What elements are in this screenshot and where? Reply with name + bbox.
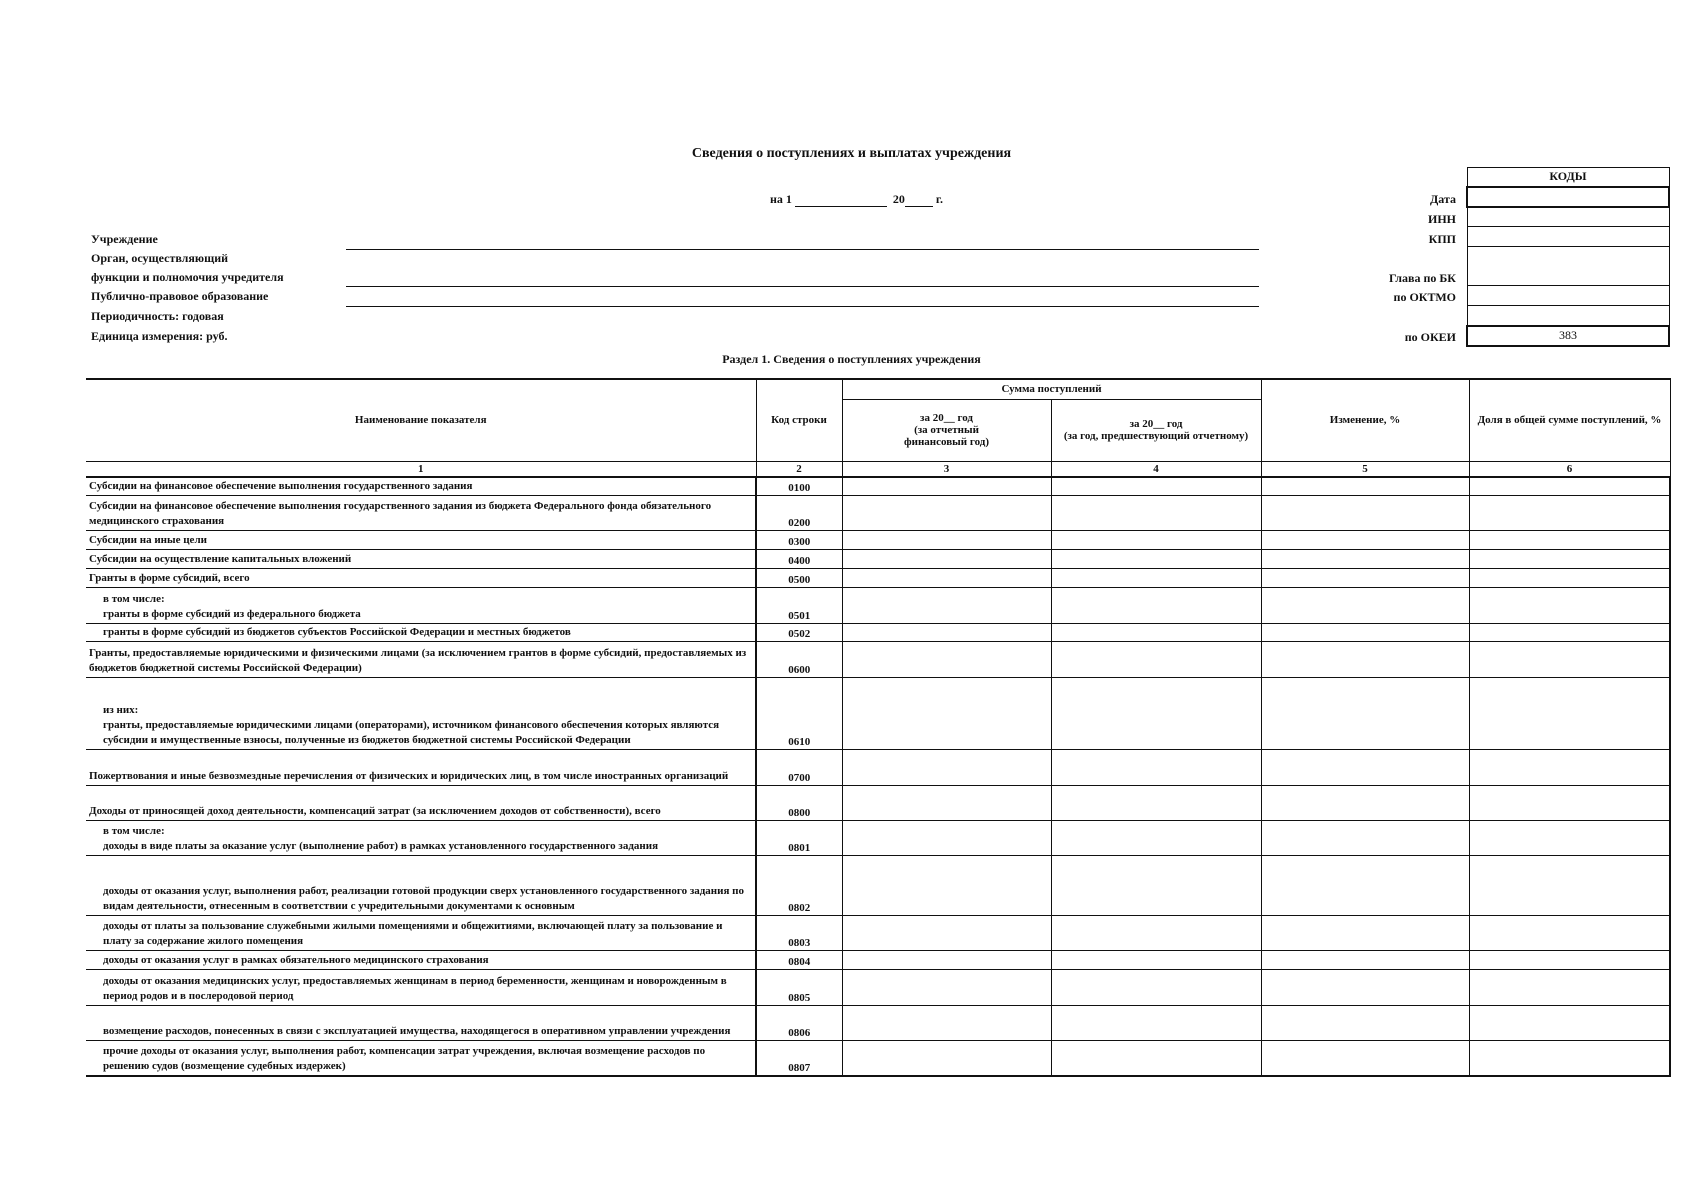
row-cell-col4[interactable] xyxy=(1051,749,1261,785)
founder-label-line1: Орган, осуществляющий xyxy=(91,251,229,265)
row-cell-col5[interactable] xyxy=(1261,477,1469,496)
header-col3-line3: финансовый год) xyxy=(904,436,989,448)
table-row xyxy=(86,587,1670,623)
row-name-text: гранты, предоставляемые юридическими лицами (операторами), источником финансового обеспечения которых являются субсидии и имущественные взносы, полученные из бюджетов бюджетной системы Российской Федерации xyxy=(103,718,720,746)
row-cell-col3[interactable] xyxy=(842,1005,1051,1040)
row-name-prefix: из них: xyxy=(103,703,139,716)
row-name xyxy=(86,587,756,623)
row-cell-col4[interactable] xyxy=(1051,1040,1261,1076)
row-code: 0807 xyxy=(756,1040,842,1076)
row-cell-col5[interactable] xyxy=(1261,549,1469,568)
row-code: 0400 xyxy=(756,549,842,568)
header-change: Изменение, % xyxy=(1261,379,1469,461)
date-year-prefix: 20 xyxy=(892,192,905,206)
header-col4-line1: за 20__ год xyxy=(1129,418,1183,430)
row-code: 0610 xyxy=(756,677,842,749)
periodicity-label: Периодичность: годовая xyxy=(91,309,224,323)
codes-header: КОДЫ xyxy=(1467,168,1669,187)
row-code: 0300 xyxy=(756,530,842,549)
institution-label: Учреждение xyxy=(91,232,158,246)
table-row xyxy=(86,915,1670,950)
row-code: 0502 xyxy=(756,623,842,641)
row-cell-col5[interactable] xyxy=(1261,785,1469,820)
code-glava-bk-cell[interactable] xyxy=(1467,247,1669,286)
row-cell-col4[interactable] xyxy=(1051,677,1261,749)
row-cell-col3[interactable] xyxy=(842,950,1051,969)
row-cell-col6[interactable] xyxy=(1469,749,1670,785)
row-cell-col3[interactable] xyxy=(842,749,1051,785)
row-cell-col6[interactable] xyxy=(1469,549,1670,568)
founder-label-line2: функции и полномочия учредителя xyxy=(91,270,284,284)
row-cell-col6[interactable] xyxy=(1469,530,1670,549)
row-cell-col3[interactable] xyxy=(842,477,1051,496)
row-cell-col5[interactable] xyxy=(1261,855,1469,915)
row-cell-col5[interactable] xyxy=(1261,623,1469,641)
row-cell-col3[interactable] xyxy=(842,915,1051,950)
row-cell-col6[interactable] xyxy=(1469,587,1670,623)
row-cell-col3[interactable] xyxy=(842,587,1051,623)
row-name: доходы от платы за пользование служебными жилыми помещениями и общежитиями, включающей плату за пользование и плату за содержание жилого помещения xyxy=(86,915,756,950)
table-row xyxy=(86,749,1670,785)
row-code: 0500 xyxy=(756,568,842,587)
row-cell-col6[interactable] xyxy=(1469,969,1670,1005)
header-sum-group: Сумма поступлений xyxy=(842,379,1261,399)
row-name: Пожертвования и иные безвозмездные перечисления от физических и юридических лиц, в том числе иностранных организаций xyxy=(86,749,756,785)
date-prefix: на 1 xyxy=(770,192,792,206)
row-code: 0501 xyxy=(756,587,842,623)
row-cell-col3[interactable] xyxy=(842,1040,1051,1076)
row-cell-col4[interactable] xyxy=(1051,969,1261,1005)
row-cell-col6[interactable] xyxy=(1469,950,1670,969)
row-name: Субсидии на финансовое обеспечение выполнения государственного задания из бюджета Федерального фонда обязательного медицинского страхования xyxy=(86,495,756,530)
row-cell-col6[interactable] xyxy=(1469,855,1670,915)
date-day-month-field[interactable] xyxy=(795,193,887,207)
row-cell-col6[interactable] xyxy=(1469,677,1670,749)
row-cell-col4[interactable] xyxy=(1051,530,1261,549)
row-code: 0700 xyxy=(756,749,842,785)
table-row xyxy=(86,677,1670,749)
header-col4-line2: (за год, предшествующий отчетному) xyxy=(1063,430,1249,442)
table-row xyxy=(86,477,1670,496)
header-name: Наименование показателя xyxy=(86,379,756,461)
row-name-prefix: в том числе: xyxy=(103,592,165,605)
col-number-1: 1 xyxy=(86,461,756,477)
code-label-date: Дата xyxy=(1430,192,1456,206)
row-cell-col6[interactable] xyxy=(1469,915,1670,950)
row-name-text: гранты в форме субсидий из федерального бюджета xyxy=(103,607,361,620)
row-cell-col6[interactable] xyxy=(1469,1040,1670,1076)
public-entity-input-line[interactable] xyxy=(346,306,1259,307)
row-cell-col3[interactable] xyxy=(842,568,1051,587)
row-name: Субсидии на иные цели xyxy=(86,530,756,549)
row-cell-col5[interactable] xyxy=(1261,587,1469,623)
row-cell-col6[interactable] xyxy=(1469,785,1670,820)
founder-input-line[interactable] xyxy=(346,286,1259,287)
row-code: 0805 xyxy=(756,969,842,1005)
row-cell-col4[interactable] xyxy=(1051,641,1261,677)
table-row xyxy=(86,495,1670,530)
row-cell-col6[interactable] xyxy=(1469,477,1670,496)
row-cell-col3[interactable] xyxy=(842,820,1051,855)
row-cell-col5[interactable] xyxy=(1261,950,1469,969)
row-cell-col4[interactable] xyxy=(1051,623,1261,641)
row-cell-col5[interactable] xyxy=(1261,677,1469,749)
row-cell-col4[interactable] xyxy=(1051,568,1261,587)
table-row xyxy=(86,530,1670,549)
row-cell-col5[interactable] xyxy=(1261,495,1469,530)
row-cell-col3[interactable] xyxy=(842,549,1051,568)
row-cell-col3[interactable] xyxy=(842,785,1051,820)
header-col3-line1: за 20__ год xyxy=(920,412,973,424)
table-row xyxy=(86,1005,1670,1040)
date-year-field[interactable] xyxy=(905,193,933,207)
code-okei-cell: 383 xyxy=(1467,326,1669,346)
row-cell-col3[interactable] xyxy=(842,677,1051,749)
col-number-4: 4 xyxy=(1051,461,1261,477)
row-name: гранты в форме субсидий из бюджетов субъектов Российской Федерации и местных бюджетов xyxy=(86,623,756,641)
header-share: Доля в общей сумме поступлений, % xyxy=(1469,379,1670,461)
table-row xyxy=(86,950,1670,969)
row-cell-col4[interactable] xyxy=(1051,549,1261,568)
row-cell-col3[interactable] xyxy=(842,530,1051,549)
public-entity-label: Публично-правовое образование xyxy=(91,289,269,303)
row-name: прочие доходы от оказания услуг, выполнения работ, компенсации затрат учреждения, включая возмещение расходов по решению судов (возмещение судебных издержек) xyxy=(86,1040,756,1076)
row-cell-col5[interactable] xyxy=(1261,568,1469,587)
row-cell-col4[interactable] xyxy=(1051,495,1261,530)
col-number-5: 5 xyxy=(1261,461,1469,477)
row-cell-col6[interactable] xyxy=(1469,641,1670,677)
row-cell-col5[interactable] xyxy=(1261,1040,1469,1076)
row-cell-col4[interactable] xyxy=(1051,587,1261,623)
row-name: доходы от оказания услуг в рамках обязательного медицинского страхования xyxy=(86,950,756,969)
row-cell-col4[interactable] xyxy=(1051,915,1261,950)
row-name: Субсидии на осуществление капитальных вложений xyxy=(86,549,756,568)
code-label-inn: ИНН xyxy=(1427,212,1456,226)
table-row xyxy=(86,623,1670,641)
row-cell-col6[interactable] xyxy=(1469,623,1670,641)
table-row xyxy=(86,855,1670,915)
table-row xyxy=(86,1040,1670,1076)
table-row xyxy=(86,785,1670,820)
document-title: Сведения о поступлениях и выплатах учреждения xyxy=(691,146,1012,161)
row-cell-col5[interactable] xyxy=(1261,641,1469,677)
code-inn-cell[interactable] xyxy=(1467,207,1669,227)
row-cell-col6[interactable] xyxy=(1469,495,1670,530)
table-row xyxy=(86,568,1670,587)
row-name xyxy=(86,677,756,749)
table-row xyxy=(86,820,1670,855)
row-name: доходы от оказания медицинских услуг, предоставляемых женщинам в период беременности, женщинам и новорожденным в период родов и в послеродовой период xyxy=(86,969,756,1005)
row-cell-col4[interactable] xyxy=(1051,950,1261,969)
row-cell-col5[interactable] xyxy=(1261,915,1469,950)
row-code: 0804 xyxy=(756,950,842,969)
row-name-prefix: в том числе: xyxy=(103,824,165,837)
row-code: 0806 xyxy=(756,1005,842,1040)
row-cell-col5[interactable] xyxy=(1261,530,1469,549)
row-cell-col6[interactable] xyxy=(1469,568,1670,587)
row-name-text: доходы в виде платы за оказание услуг (выполнение работ) в рамках установленного государственного задания xyxy=(103,839,659,852)
code-oktmo-cell[interactable] xyxy=(1467,286,1669,306)
institution-input-line[interactable] xyxy=(346,249,1259,250)
row-cell-col4[interactable] xyxy=(1051,477,1261,496)
code-label-glava-bk: Глава по БК xyxy=(1388,271,1456,285)
row-cell-col5[interactable] xyxy=(1261,969,1469,1005)
row-name: Доходы от приносящей доход деятельности, компенсаций затрат (за исключением доходов от собственности), всего xyxy=(86,785,756,820)
header-col4 xyxy=(1051,399,1261,461)
row-cell-col4[interactable] xyxy=(1051,785,1261,820)
row-code: 0802 xyxy=(756,855,842,915)
row-cell-col5[interactable] xyxy=(1261,1005,1469,1040)
date-suffix: г. xyxy=(935,192,944,206)
row-cell-col5[interactable] xyxy=(1261,820,1469,855)
row-cell-col3[interactable] xyxy=(842,495,1051,530)
table-row xyxy=(86,969,1670,1005)
row-code: 0100 xyxy=(756,477,842,496)
row-cell-col5[interactable] xyxy=(1261,749,1469,785)
section-title: Раздел 1. Сведения о поступлениях учреждения xyxy=(722,352,981,366)
row-code: 0200 xyxy=(756,495,842,530)
code-label-okei: по ОКЕИ xyxy=(1404,330,1456,344)
row-cell-col6[interactable] xyxy=(1469,820,1670,855)
code-label-kpp: КПП xyxy=(1428,232,1456,246)
row-cell-col3[interactable] xyxy=(842,855,1051,915)
code-kpp-cell[interactable] xyxy=(1467,227,1669,247)
header-col3-line2: (за отчетный xyxy=(914,424,979,436)
row-code: 0600 xyxy=(756,641,842,677)
row-cell-col4[interactable] xyxy=(1051,855,1261,915)
row-cell-col4[interactable] xyxy=(1051,820,1261,855)
row-name: Гранты, предоставляемые юридическими и физическими лицами (за исключением грантов в форме субсидий, предоставляемых из бюджетов бюджетной системы Российской Федерации) xyxy=(86,641,756,677)
row-cell-col3[interactable] xyxy=(842,969,1051,1005)
row-cell-col3[interactable] xyxy=(842,641,1051,677)
header-col3 xyxy=(842,399,1051,461)
table-row xyxy=(86,549,1670,568)
code-empty-cell[interactable] xyxy=(1467,306,1669,326)
col-number-6: 6 xyxy=(1469,461,1670,477)
row-cell-col6[interactable] xyxy=(1469,1005,1670,1040)
col-number-2: 2 xyxy=(756,461,842,477)
row-name: доходы от оказания услуг, выполнения работ, реализации готовой продукции сверх установленного государственного задания по видам деятельности, отнесенным в соответствии с учредительными документами к основным xyxy=(86,855,756,915)
table-row xyxy=(86,641,1670,677)
row-code: 0803 xyxy=(756,915,842,950)
code-label-oktmo: по ОКТМО xyxy=(1393,290,1456,304)
header-code: Код строки xyxy=(756,379,842,461)
receipts-table xyxy=(86,378,1671,1077)
unit-label: Единица измерения: руб. xyxy=(91,329,228,343)
row-code: 0801 xyxy=(756,820,842,855)
row-code: 0800 xyxy=(756,785,842,820)
row-name: Субсидии на финансовое обеспечение выполнения государственного задания xyxy=(86,477,756,496)
row-cell-col3[interactable] xyxy=(842,623,1051,641)
report-date-line xyxy=(770,192,943,207)
row-name: возмещение расходов, понесенных в связи с эксплуатацией имущества, находящегося в оперативном управлении учреждения xyxy=(86,1005,756,1040)
code-date-cell[interactable] xyxy=(1467,187,1669,207)
row-name: Гранты в форме субсидий, всего xyxy=(86,568,756,587)
codes-box xyxy=(1466,167,1670,347)
col-number-3: 3 xyxy=(842,461,1051,477)
row-name xyxy=(86,820,756,855)
row-cell-col4[interactable] xyxy=(1051,1005,1261,1040)
